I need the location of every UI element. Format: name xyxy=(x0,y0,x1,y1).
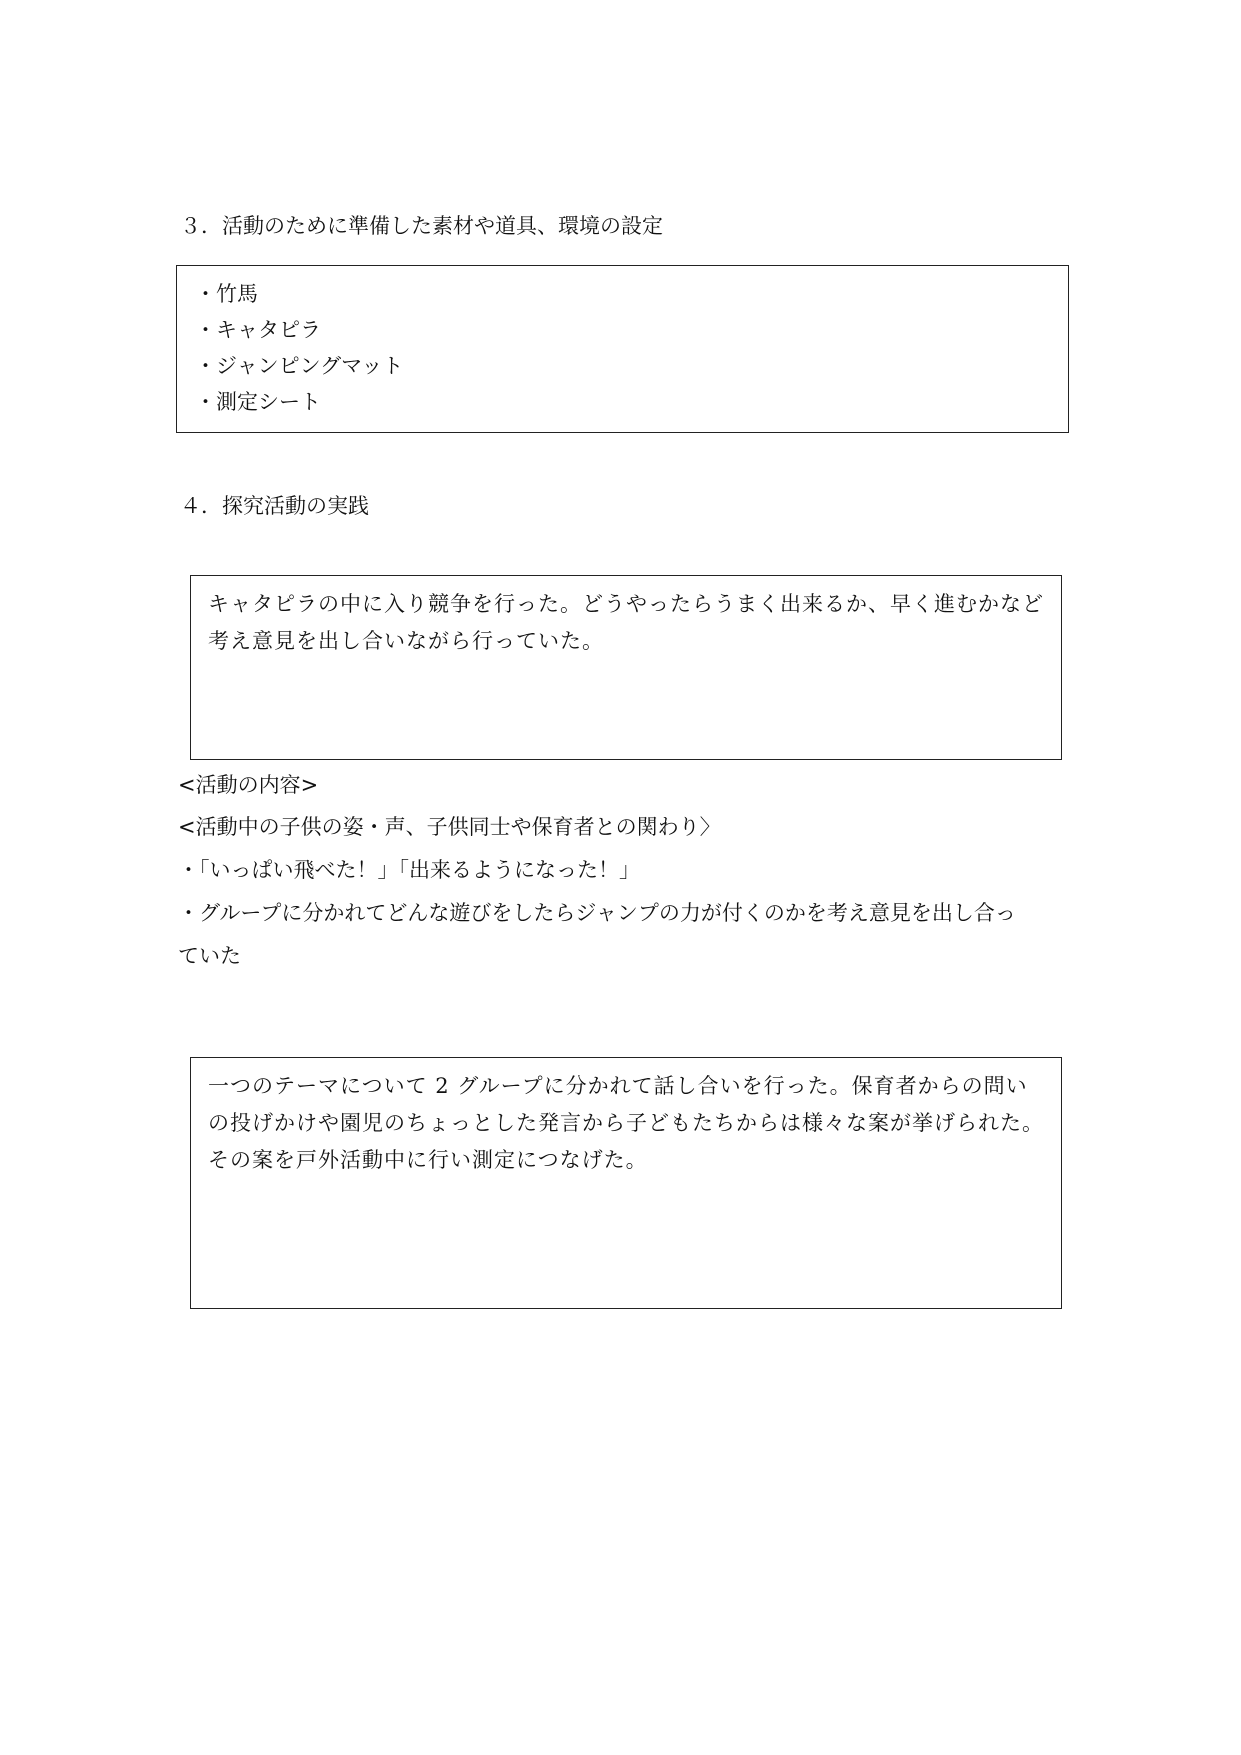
practice-summary-box xyxy=(190,575,1062,760)
discussion-summary-text: 一つのテーマについて 2 グループに分かれて話し合いを行った。保育者からの問いの投げかけや園児のちょっとした発言から子どもたちからは様々な案が挙げられた。その案を戸外活動中に行い測定につなげた。 xyxy=(208,1074,1044,1172)
children-group-bullet-continued: ていた xyxy=(178,944,241,968)
section-4-heading: ４．探究活動の実践 xyxy=(180,494,369,518)
materials-list-item: ・ジャンピングマット xyxy=(195,354,404,378)
section-3-heading: ３．活動のために準備した素材や道具、環境の設定 xyxy=(180,214,663,238)
materials-list-item: ・キャタピラ xyxy=(195,318,321,342)
children-group-bullet: ・グループに分かれてどんな遊びをしたらジャンプの力が付くのかを考え意見を出し合っ xyxy=(178,901,1016,925)
children-voice-bullet: ・「いっぱい飛べた！」「出来るようになった！」 xyxy=(178,858,640,882)
activity-content-label: <活動の内容> xyxy=(178,773,319,797)
children-interaction-label: <活動中の子供の姿・声、子供同士や保育者との関わり〉 xyxy=(178,815,721,839)
practice-summary-text: キャタピラの中に入り競争を行った。どうやったらうまく出来るか、早く進むかなど考え意見を出し合いながら行っていた。 xyxy=(208,592,1044,653)
materials-list-item: ・測定シート xyxy=(195,390,321,414)
discussion-summary-box xyxy=(190,1057,1062,1309)
materials-list-box xyxy=(176,265,1069,433)
materials-list-item: ・竹馬 xyxy=(195,282,258,306)
